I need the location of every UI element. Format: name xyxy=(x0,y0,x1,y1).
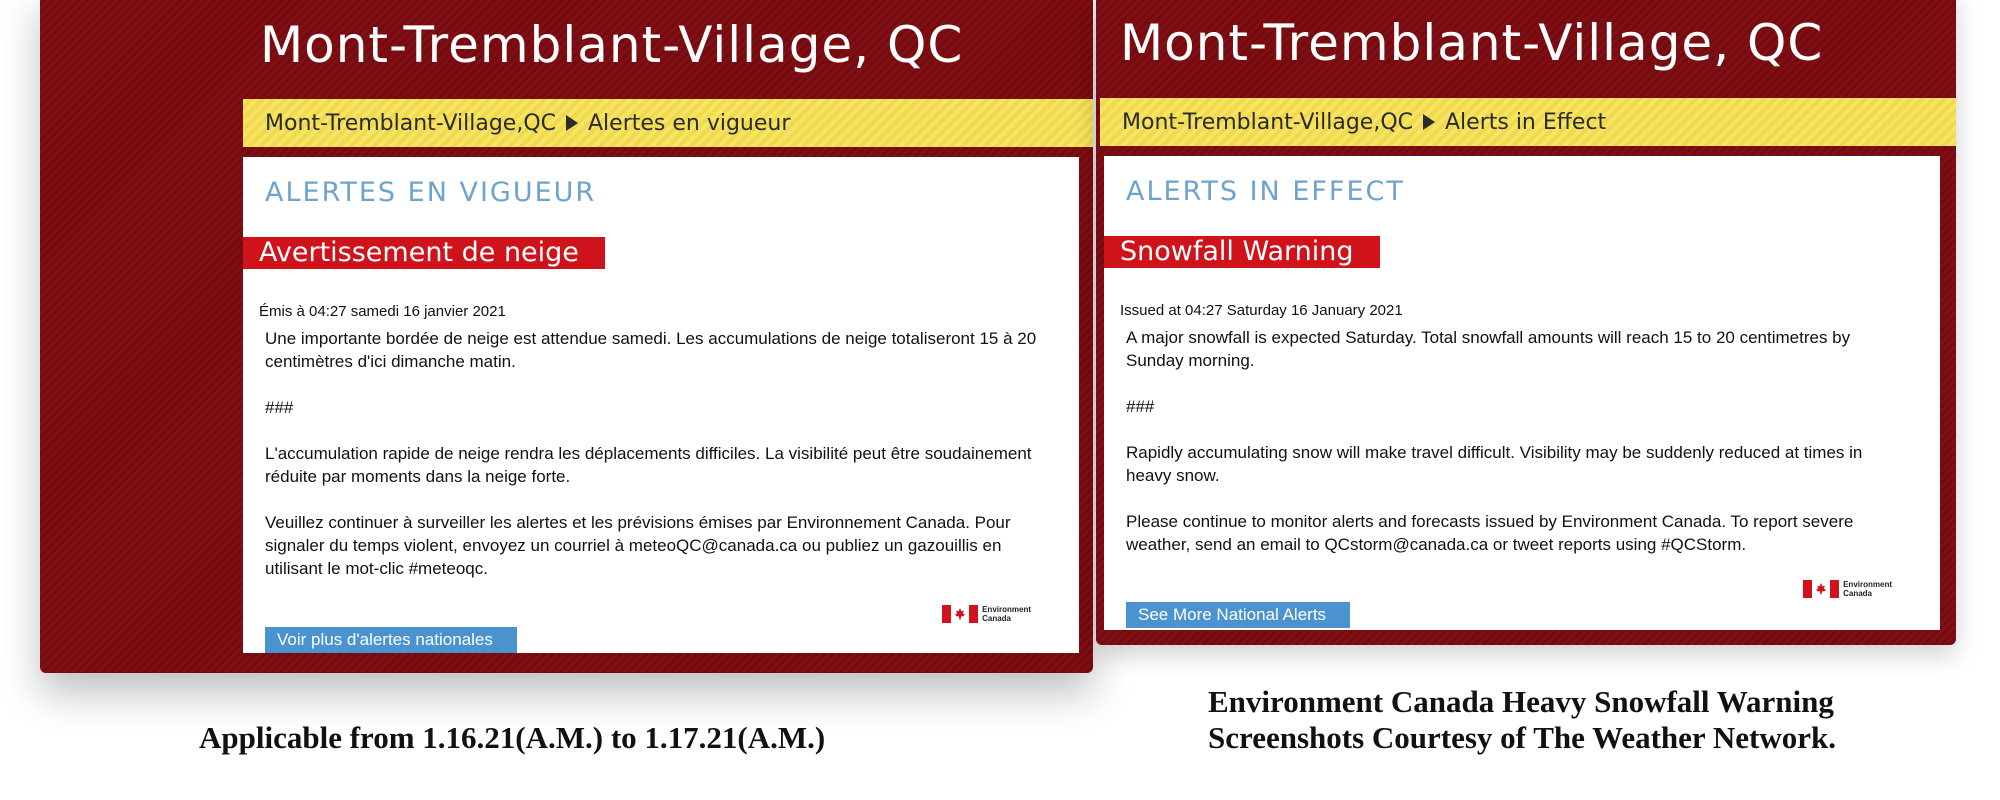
alert-paragraph: Veuillez continuer à surveiller les alertes et les prévisions émises par Environnement Canada. Pour signaler du temps violent, envoyez un courriel à meteoQC@canada.ca ou publiez un gazouillis en utilisant le mot-clic #meteoqc. xyxy=(265,513,1011,578)
alert-content xyxy=(243,157,1079,653)
environment-canada-logo xyxy=(942,605,1031,623)
breadcrumb xyxy=(243,99,1093,147)
breadcrumb-location-link[interactable]: Mont-Tremblant-Village,QC xyxy=(265,110,556,136)
breadcrumb-current: Alertes en vigueur xyxy=(588,110,791,136)
triangle-right-icon xyxy=(1423,114,1435,130)
breadcrumb xyxy=(1100,98,1956,146)
alert-paragraph: Rapidly accumulating snow will make travel difficult. Visibility may be suddenly reduced at times in heavy snow. xyxy=(1126,443,1863,485)
alert-body xyxy=(1126,326,1911,579)
logo-text: Canada xyxy=(982,614,1011,623)
alert-paragraph: Please continue to monitor alerts and forecasts issued by Environment Canada. To report severe weather, send an email to QCstorm@canada.ca or tweet reports using #QCStorm. xyxy=(1126,512,1854,554)
caption-date-range: Applicable from 1.16.21(A.M.) to 1.17.21(A.M.) xyxy=(199,720,826,755)
alert-separator: ### xyxy=(265,398,294,417)
alert-paragraph: L'accumulation rapide de neige rendra les déplacements difficiles. La visibilité peut être soudainement réduite par moments dans la neige forte. xyxy=(265,444,1032,486)
breadcrumb-current: Alerts in Effect xyxy=(1445,109,1607,135)
warning-label: Snowfall Warning xyxy=(1104,236,1380,268)
canada-flag-icon xyxy=(942,605,978,623)
canada-flag-icon xyxy=(1803,580,1839,598)
city-title: Mont-Tremblant-Village, QC xyxy=(1120,14,1824,72)
issued-timestamp: Issued at 04:27 Saturday 16 January 2021 xyxy=(1120,302,1403,319)
alert-panel-french xyxy=(40,0,1093,673)
logo-text: Environment xyxy=(982,605,1031,614)
section-title: ALERTS IN EFFECT xyxy=(1126,176,1405,207)
alert-body xyxy=(265,327,1050,603)
warning-label: Avertissement de neige xyxy=(243,237,605,269)
alert-content xyxy=(1104,156,1940,630)
see-more-alerts-button[interactable]: See More National Alerts xyxy=(1126,602,1350,628)
alert-paragraph: Une importante bordée de neige est attendue samedi. Les accumulations de neige totaliseront 15 à 20 centimètres d'ici dimanche matin. xyxy=(265,329,1037,371)
logo-text: Canada xyxy=(1843,589,1872,598)
caption-credits xyxy=(1208,684,1836,756)
triangle-right-icon xyxy=(566,115,578,131)
alert-paragraph: A major snowfall is expected Saturday. Total snowfall amounts will reach 15 to 20 centimetres by Sunday morning. xyxy=(1126,328,1851,370)
caption-line: Screenshots Courtesy of The Weather Network. xyxy=(1208,720,1836,755)
breadcrumb-location-link[interactable]: Mont-Tremblant-Village,QC xyxy=(1122,109,1413,135)
alert-panel-english xyxy=(1096,0,1956,645)
alert-separator: ### xyxy=(1126,397,1155,416)
caption-line: Environment Canada Heavy Snowfall Warning xyxy=(1208,684,1834,719)
city-title: Mont-Tremblant-Village, QC xyxy=(260,16,964,74)
environment-canada-logo xyxy=(1803,580,1892,598)
see-more-alerts-button[interactable]: Voir plus d'alertes nationales xyxy=(265,627,517,653)
section-title: ALERTES EN VIGUEUR xyxy=(265,177,597,208)
logo-text: Environment xyxy=(1843,580,1892,589)
issued-timestamp: Émis à 04:27 samedi 16 janvier 2021 xyxy=(259,303,506,320)
